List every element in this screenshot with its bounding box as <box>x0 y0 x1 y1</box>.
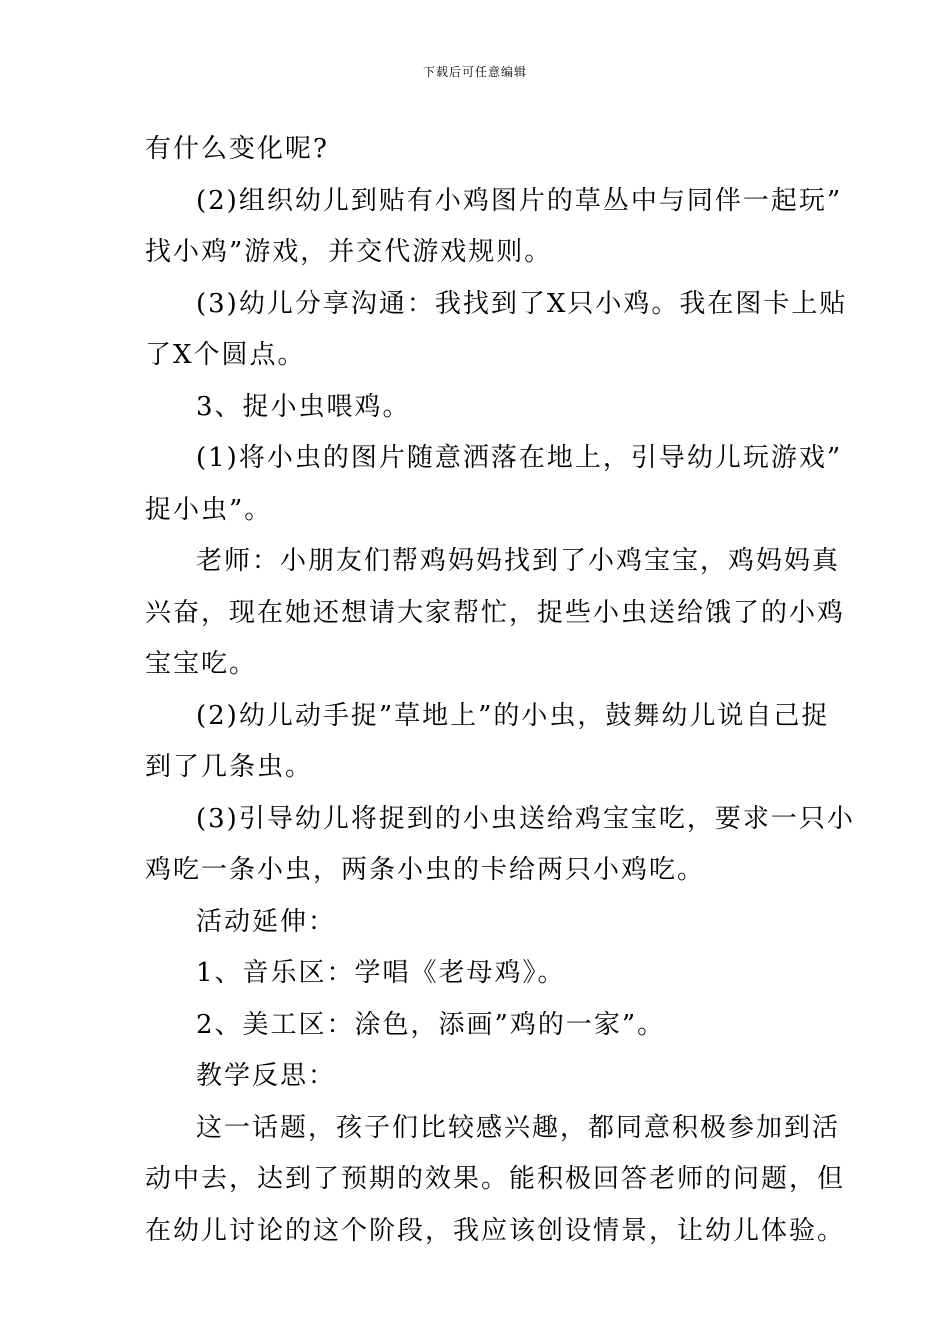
paragraph-line: (3)引导幼儿将捉到的小虫送给鸡宝宝吃，要求一只小 <box>196 803 855 834</box>
paragraph-line: 有什么变化呢? <box>145 134 329 164</box>
document-body <box>145 124 855 1257</box>
paragraph-line: (1)将小虫的图片随意洒落在地上，引导幼儿玩游戏” <box>196 443 843 473</box>
page-header: 下载后可任意编辑 <box>422 65 527 79</box>
paragraph-line: 了X个圆点。 <box>145 340 306 370</box>
paragraph-line: 老师：小朋友们帮鸡妈妈找到了小鸡宝宝，鸡妈妈真 <box>196 546 841 576</box>
paragraph-line: (2)组织幼儿到贴有小鸡图片的草丛中与同伴一起玩” <box>196 185 843 216</box>
paragraph-line: 到了几条虫。 <box>145 752 314 782</box>
paragraph-line: (3)幼儿分享沟通：我找到了X只小鸡。我在图卡上贴 <box>196 288 848 319</box>
paragraph-line: 动中去，达到了预期的效果。能积极回答老师的问题，但 <box>145 1164 846 1194</box>
section-heading: 3、捉小虫喂鸡。 <box>196 391 411 422</box>
section-heading: 教学反思： <box>196 1061 337 1091</box>
paragraph-line: 在幼儿讨论的这个阶段，我应该创设情景，让幼儿体验。 <box>145 1215 846 1246</box>
paragraph-line: 鸡吃一条小虫，两条小虫的卡给两只小鸡吃。 <box>145 855 706 885</box>
paragraph-line: (2)幼儿动手捉”草地上”的小虫，鼓舞幼儿说自己捉 <box>196 700 830 731</box>
list-item: 2、美工区：涂色，添画”鸡的一家”。 <box>196 1009 666 1040</box>
paragraph-line: 这一话题，孩子们比较感兴趣，都同意积极参加到活 <box>196 1112 841 1143</box>
paragraph-line: 宝宝吃。 <box>145 649 258 679</box>
paragraph-line: 兴奋，现在她还想请大家帮忙，捉些小虫送给饿了的小鸡 <box>145 597 846 628</box>
list-item: 1、音乐区：学唱《老母鸡》。 <box>196 958 566 988</box>
section-heading: 活动延伸： <box>196 906 337 937</box>
paragraph-line: 捉小虫”。 <box>145 494 273 525</box>
paragraph-line: 找小鸡”游戏，并交代游戏规则。 <box>145 237 553 267</box>
